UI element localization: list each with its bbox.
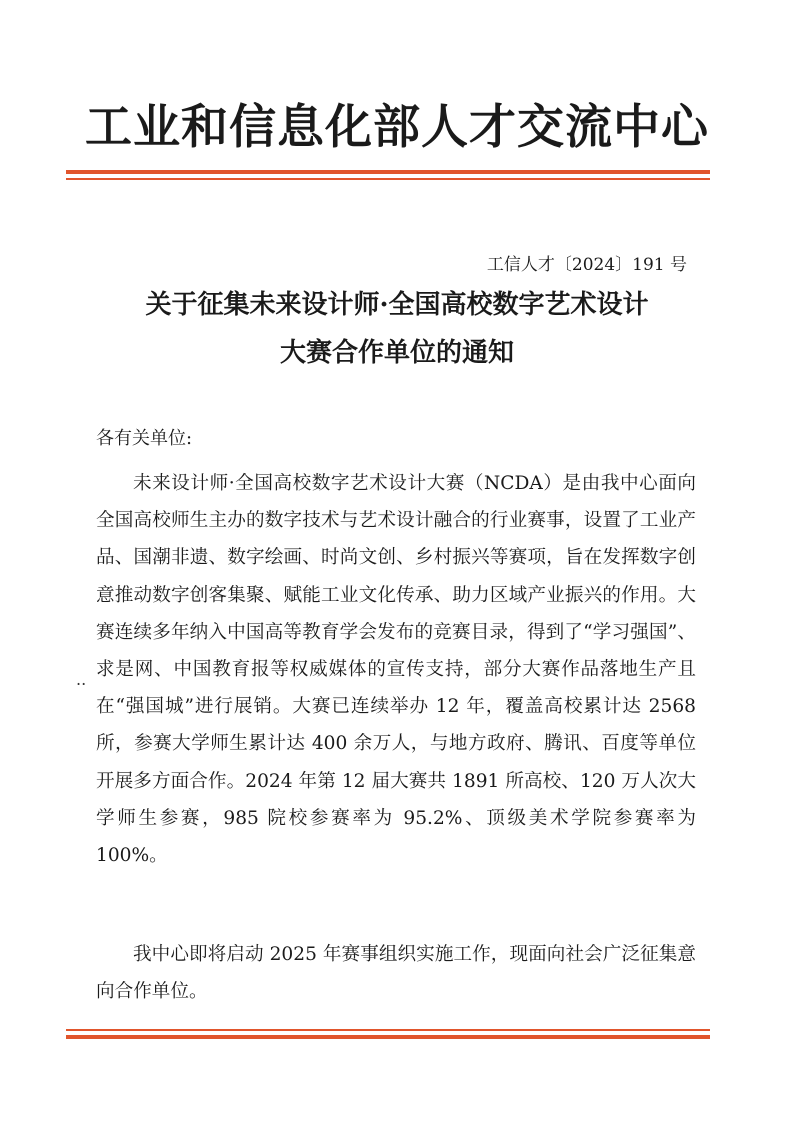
document-title-line-1: 关于征集未来设计师·全国高校数字艺术设计 — [145, 290, 649, 320]
footer-rule-thin — [66, 1029, 710, 1031]
document-title-line-2: 大赛合作单位的通知 — [279, 338, 514, 368]
body-paragraph: 未来设计师·全国高校数字艺术设计大赛（NCDA）是由我中心面向全国高校师生主办的数字技术与艺术设计融合的行业赛事，设置了工业产品、国潮非遗、数字绘画、时尚文创、乡村振兴等赛项，旨在发挥数字创意推动数字创客集聚、赋能工业文化传承、助力区域产业振兴的作用。大赛连续多年纳入中国高等教育学会发布的竞赛目录，得到了“学习强国”、求是网、中国教育报等权威媒体的宣传支持，部分大赛作品落地生产且在“强国城”进行展销。大赛已连续举办 12 年，覆盖高校累计达 2568 所，参赛大学师生累计达 400 余万人，与地方政府、腾讯、百度等单位开展多方面合作。2024 年第 12 届大赛共 1891 所高校、120 万人次大学师生参赛，985 院校参赛率为 95.2%、顶级美术学院参赛率为 100%。 — [96, 473, 696, 867]
footer-rule-thick — [66, 1035, 710, 1039]
letterhead-rule-thick — [66, 170, 710, 174]
letterhead-rule-thin — [66, 178, 710, 180]
body-paragraph: 我中心即将启动 2025 年赛事组织实施工作，现面向社会广泛征集意向合作单位。 — [96, 944, 696, 1003]
margin-mark: .. — [76, 670, 87, 689]
salutation: 各有关单位: — [96, 428, 193, 449]
letterhead-org-name: 工业和信息化部人才交流中心 — [85, 100, 709, 155]
document-number: 工信人才〔2024〕191 号 — [486, 255, 687, 275]
